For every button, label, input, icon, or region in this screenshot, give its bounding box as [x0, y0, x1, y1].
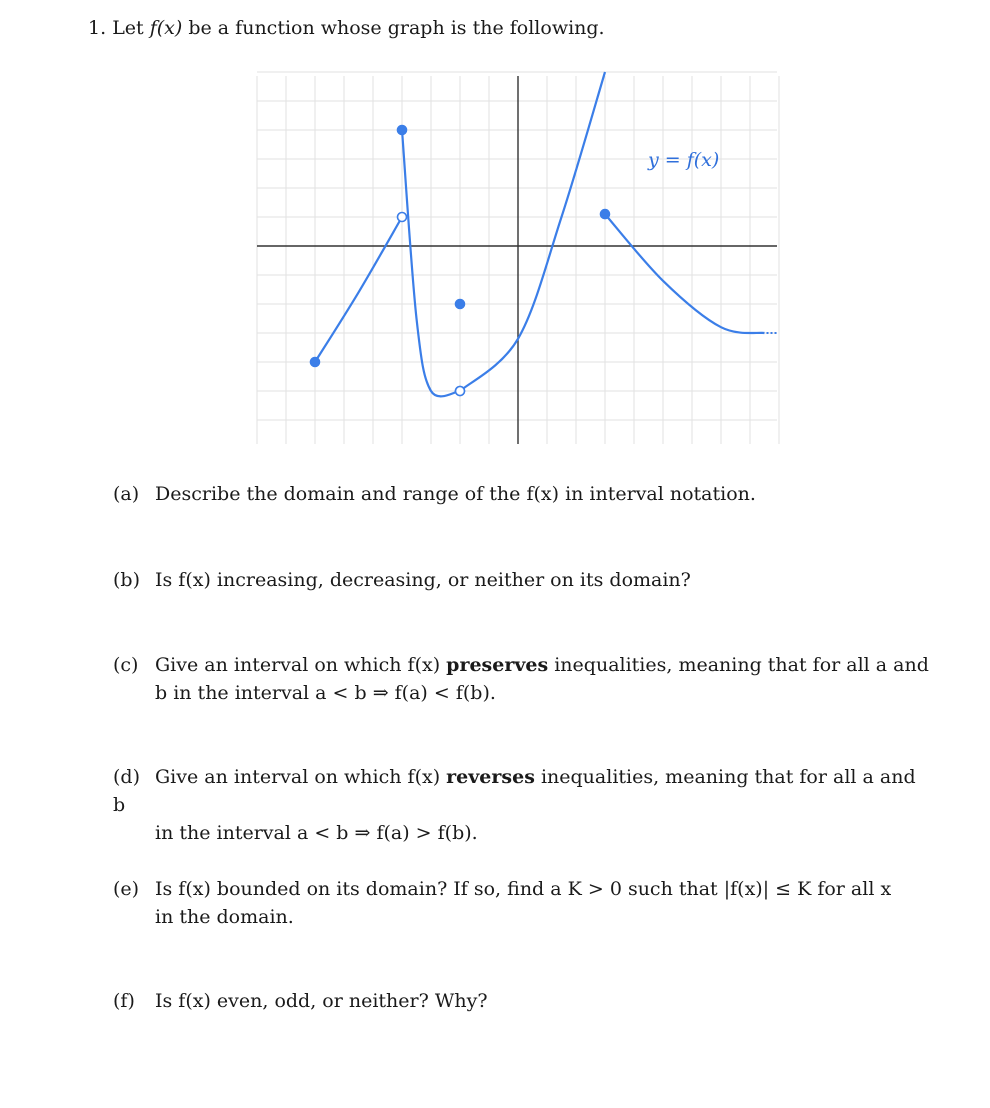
intro-text-1: Let: [112, 17, 144, 39]
part-c-label: (c): [113, 654, 139, 676]
part-d-pre: Give an interval on which f(x): [155, 766, 441, 788]
problem-number: 1.: [88, 17, 107, 39]
curve-piece-3: [460, 72, 605, 391]
intro-text-2: be a function whose graph is the following.: [188, 17, 605, 39]
endpoint-closed: [398, 126, 407, 135]
part-b-text: Is f(x) increasing, decreasing, or neither on its domain?: [155, 569, 691, 591]
isolated-point: [456, 300, 465, 309]
part-b-label: (b): [113, 569, 140, 591]
part-e-label: (e): [113, 878, 140, 900]
part-c-post: inequalities, meaning that for all a and: [554, 654, 929, 676]
part-d-line2: in the interval a < b ⇒ f(a) > f(b).: [155, 822, 478, 844]
part-d-post: inequalities, meaning that for all a and b: [113, 766, 916, 816]
part-c: [113, 651, 933, 707]
part-e: [113, 875, 933, 931]
part-e-line2: in the domain.: [155, 906, 294, 928]
endpoint-open: [398, 213, 407, 222]
endpoint-open: [456, 387, 465, 396]
part-c-bold: preserves: [446, 654, 549, 676]
function-graph: [255, 70, 780, 448]
part-a-text: Describe the domain and range of the f(x) in interval notation.: [155, 483, 756, 505]
endpoint-closed: [311, 358, 320, 367]
endpoint-closed: [601, 210, 610, 219]
part-f-label: (f): [113, 990, 135, 1012]
part-a: [113, 480, 933, 508]
part-a-label: (a): [113, 483, 140, 505]
curve-piece-4: [605, 214, 765, 333]
part-d: [113, 763, 933, 847]
intro-fx: f(x): [149, 17, 183, 39]
graph-label: y = f(x): [648, 149, 720, 171]
part-c-line2: b in the interval a < b ⇒ f(a) < f(b).: [155, 682, 496, 704]
part-c-pre: Give an interval on which f(x): [155, 654, 441, 676]
part-d-label: (d): [113, 766, 140, 788]
part-e-line1: Is f(x) bounded on its domain? If so, find a K > 0 such that |f(x)| ≤ K for all x: [155, 878, 892, 900]
part-d-bold: reverses: [446, 766, 535, 788]
problem-statement: [88, 14, 605, 42]
part-f: [113, 987, 933, 1015]
part-b: [113, 566, 933, 594]
curve-piece-1: [315, 217, 402, 362]
part-f-text: Is f(x) even, odd, or neither? Why?: [155, 990, 488, 1012]
